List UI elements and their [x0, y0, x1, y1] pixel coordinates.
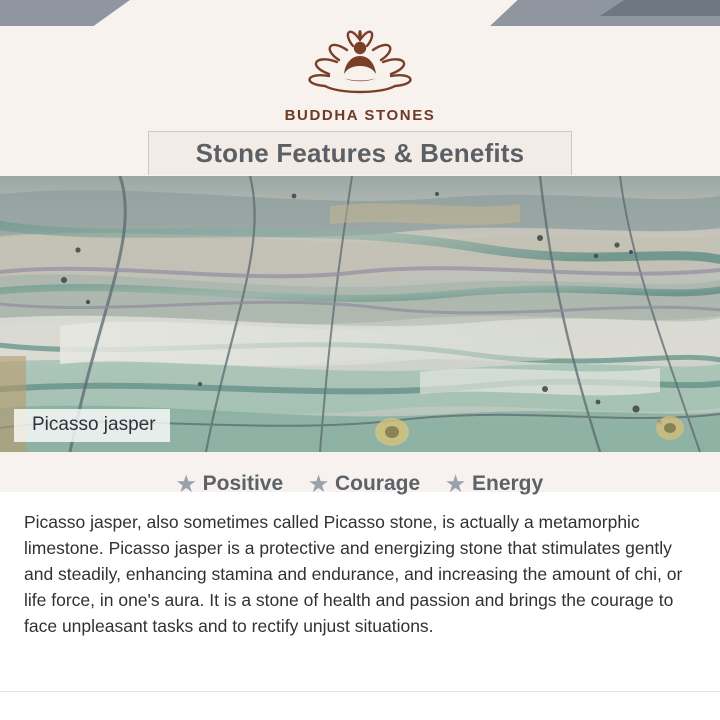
content-section: [0, 452, 720, 720]
stone-description: Picasso jasper, also sometimes called Picasso stone, is actually a metamorphic limestone. Picasso jasper is a protective and energizing stone that stimulates gently and steadily, enhancing stamina and endurance, and increasing the amount of chi, or life force, in one's aura. It is a stone of health and passion and brings the courage to face unpleasant tasks and to rectify unjust situations.: [24, 512, 683, 636]
keyword-item: [177, 472, 283, 496]
page-title-bar: [148, 131, 572, 175]
bottom-divider: [0, 691, 720, 692]
keyword-item: [309, 472, 420, 496]
star-icon: ★: [176, 472, 196, 496]
keyword-label: Courage: [334, 472, 421, 495]
lotus-meditation-icon: [0, 20, 720, 103]
star-icon: ★: [446, 472, 465, 496]
brand-name: BUDDHA STONES: [284, 107, 436, 124]
star-icon: ★: [309, 472, 328, 496]
stone-name-caption: Picasso jasper: [14, 409, 170, 442]
keyword-list: [0, 452, 720, 496]
stone-photo: [0, 176, 720, 452]
keyword-label: Positive: [202, 472, 284, 495]
brand-logo: [0, 20, 720, 124]
keyword-label: Energy: [472, 472, 544, 495]
page-title: Stone Features & Benefits: [195, 138, 525, 168]
keyword-item: [446, 472, 543, 496]
